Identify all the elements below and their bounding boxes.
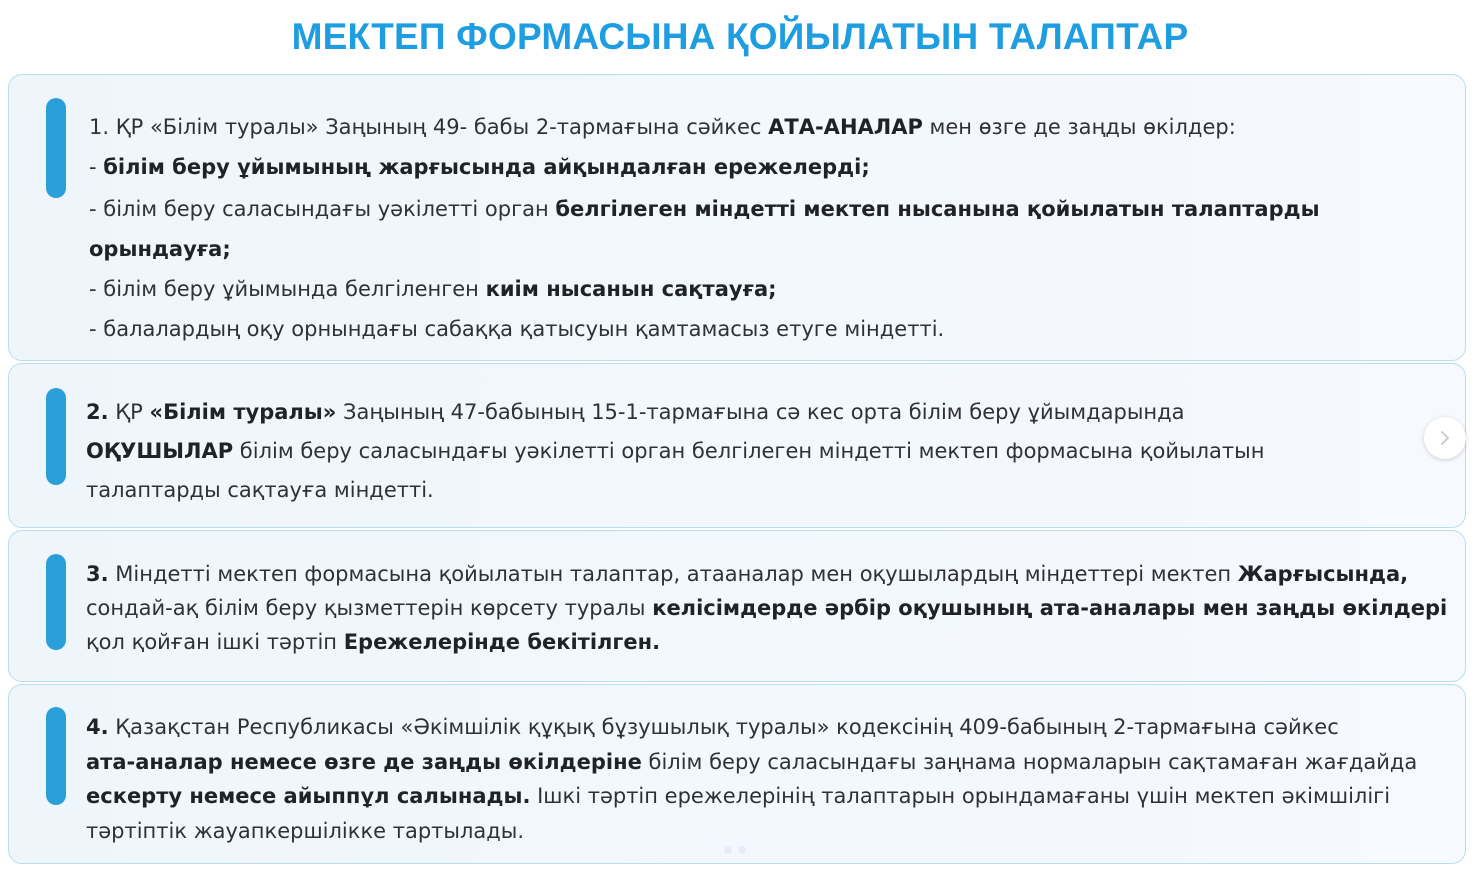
text-span: - балалардың оқу орнындағы сабаққа қатысуын қамтамасыз етуге міндетті.: [89, 317, 945, 341]
text-span: Заңының 47-бабының 15-1-тармағына сә кес орта білім беру ұйымдарында: [336, 400, 1185, 424]
bold-text: 4.: [86, 715, 109, 739]
text-line: [89, 189, 1320, 229]
text-line: [89, 269, 1320, 309]
bold-text: АТА-АНАЛАР: [768, 115, 923, 139]
bold-text: 2.: [86, 400, 109, 424]
bold-text: ОҚУШЫЛАР: [86, 439, 234, 463]
text-line: [86, 625, 1447, 659]
text-line: [89, 309, 1320, 349]
chevron-right-icon: [1436, 429, 1454, 447]
text-line: [89, 229, 1320, 269]
text-line: [86, 745, 1417, 780]
bold-text: белгілеген міндетті мектеп нысанына қойылатын талаптарды: [555, 197, 1320, 221]
bold-text: орындауға;: [89, 237, 231, 261]
info-card-1: [8, 74, 1466, 361]
info-card-4: [8, 684, 1466, 864]
bold-text: ескерту немесе айыппұл салынады.: [86, 784, 531, 808]
text-line: [86, 814, 1417, 849]
bold-text: киім нысанын сақтауға;: [485, 277, 777, 301]
info-card-3: [8, 530, 1466, 682]
bold-text: ата-аналар немесе өзге де заңды өкілдеріне: [86, 749, 642, 774]
text-span: ҚР: [108, 400, 150, 424]
pagination-dot[interactable]: [724, 846, 732, 854]
text-span: мен өзге де заңды өкілдер:: [922, 115, 1236, 139]
bold-text: келісімдерде әрбір оқушының ата-аналары мен заңды өкілдері: [652, 596, 1448, 620]
bold-text: 3.: [86, 562, 109, 586]
text-span: сондай-ақ білім беру қызметтерін көрсету туралы: [86, 596, 653, 620]
text-span: - білім беру ұйымында белгіленген: [89, 277, 486, 301]
accent-bar: [46, 98, 66, 198]
text-span: Қазақстан Республикасы «Әкімшілік құқық бұзушылық туралы» кодексінің 409-бабының 2-тармағына сәйкес: [108, 715, 1339, 739]
text-line: [89, 107, 1320, 147]
text-span: 1. ҚР «Білім туралы» Заңының 49- бабы 2-тармағына сәйкес: [89, 115, 769, 139]
next-slide-button[interactable]: [1424, 417, 1466, 459]
bold-text: Ережелерінде бекітілген.: [343, 630, 661, 654]
accent-bar: [46, 554, 66, 650]
text-span: тәртіптік жауапкершілікке тартылады.: [86, 818, 525, 843]
card-text: [86, 710, 1417, 848]
page-title: МЕКТЕП ФОРМАСЫНА ҚОЙЫЛАТЫН ТАЛАПТАР: [291, 16, 1189, 57]
text-line: [86, 779, 1417, 814]
text-line: [86, 471, 1264, 510]
text-span: ішкі тәртіп: [209, 630, 344, 654]
text-span: Міндетті мектеп формасына қойылатын талаптар, атааналар мен оқушылардың міндеттері мектеп: [108, 562, 1238, 586]
bold-text: «Білім туралы»: [149, 400, 337, 424]
text-line: [86, 591, 1447, 625]
pagination-dot[interactable]: [738, 846, 746, 854]
accent-bar: [46, 388, 66, 485]
text-line: [89, 147, 1320, 187]
pagination-dots: [724, 846, 746, 854]
bold-text: білім беру ұйымының жарғысында айқындалған ережелерді;: [103, 155, 870, 179]
text-span: білім беру саласындағы заңнама нормаларын сақтамаған жағдайда: [641, 749, 1418, 774]
text-span: Ішкі тәртіп ережелерінің талаптарын орындамағаны үшін мектеп әкімшілігі: [530, 784, 1391, 808]
text-line: [86, 710, 1417, 745]
info-card-2: [8, 363, 1466, 528]
text-line: [86, 432, 1264, 471]
text-line: [86, 557, 1447, 591]
accent-bar: [46, 707, 66, 805]
text-span: -: [89, 155, 104, 179]
text-span: қол қойған: [86, 630, 210, 654]
card-text: [86, 393, 1264, 510]
text-line: [86, 393, 1264, 432]
text-span: талаптарды сақтауға міндетті.: [86, 478, 434, 502]
text-span: білім беру саласындағы уәкілетті орган белгілеген міндетті мектеп формасына қойылатын: [233, 439, 1265, 463]
text-span: - білім беру саласындағы уәкілетті орган: [89, 197, 556, 221]
card-text: [89, 107, 1320, 349]
bold-text: Жарғысында,: [1237, 562, 1409, 586]
card-text: [86, 557, 1447, 659]
